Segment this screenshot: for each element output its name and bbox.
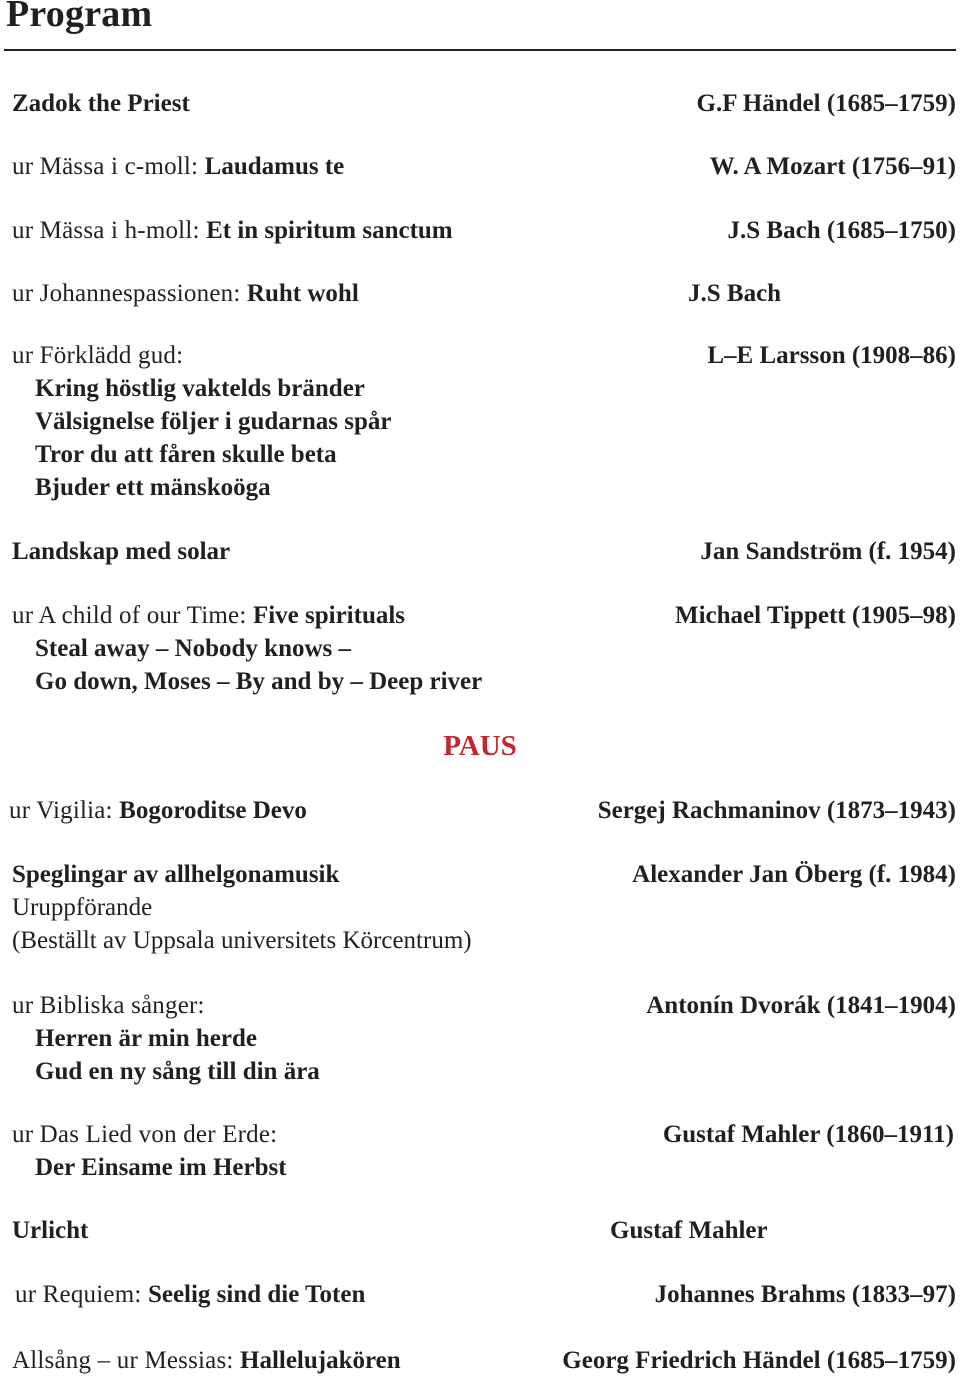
work-title: Urlicht: [12, 1217, 89, 1244]
program-item: [0, 277, 960, 310]
composer: J.S Bach: [688, 280, 782, 307]
work-prefix: ur Johannespassionen:: [12, 280, 247, 307]
program-item: [0, 858, 960, 957]
program-heading: Program: [6, 0, 153, 35]
composer: Antonín Dvorák (1841–1904): [646, 992, 956, 1019]
program-item: [0, 535, 960, 568]
work-title: Landskap med solar: [12, 538, 231, 565]
composer: Jan Sandström (f. 1954): [700, 538, 956, 565]
movement-title: Kring höstlig vaktelds bränder: [35, 375, 365, 402]
work-title: Et in spiritum sanctum: [206, 217, 453, 244]
composer: W. A Mozart (1756–91): [709, 153, 956, 180]
work-prefix: Allsång – ur Messias:: [12, 1347, 240, 1374]
program-item: [0, 794, 960, 827]
premiere-note: Uruppförande: [12, 894, 153, 921]
program-item: [0, 1278, 960, 1311]
heading-rule: [4, 49, 956, 51]
work-title: Seelig sind die Toten: [147, 1281, 366, 1308]
program-item: [0, 1118, 960, 1184]
movement-title: Gud en ny sång till din ära: [35, 1058, 320, 1085]
composer: Alexander Jan Öberg (f. 1984): [632, 861, 956, 888]
intermission-label: PAUS: [443, 730, 517, 762]
work-prefix: ur Vigilia:: [9, 797, 120, 824]
movement-title: Herren är min herde: [35, 1025, 257, 1052]
program-item: [0, 150, 960, 183]
work-prefix: ur Förklädd gud:: [12, 342, 184, 369]
composer: L–E Larsson (1908–86): [707, 342, 956, 369]
work-title: Zadok the Priest: [12, 90, 190, 117]
composer: Michael Tippett (1905–98): [674, 602, 956, 629]
program-item: [0, 599, 960, 698]
work-title: Five spirituals: [252, 602, 406, 629]
work-title: Ruht wohl: [246, 280, 359, 307]
movement-title: Tror du att fåren skulle beta: [35, 441, 337, 468]
program-item: [0, 989, 960, 1088]
composer: Johannes Brahms (1833–97): [654, 1281, 956, 1308]
movement-title: Go down, Moses – By and by – Deep river: [35, 668, 483, 695]
composer: G.F Händel (1685–1759): [696, 90, 956, 117]
work-prefix: ur Mässa i c-moll:: [12, 153, 205, 180]
composer: J.S Bach (1685–1750): [727, 217, 956, 244]
program-item: [0, 87, 960, 120]
composer: Gustaf Mahler: [610, 1217, 768, 1244]
work-prefix: ur Mässa i h-moll:: [12, 217, 207, 244]
work-title: Bogoroditse Devo: [119, 797, 307, 824]
work-prefix: ur Requiem:: [15, 1281, 148, 1308]
work-title: Laudamus te: [204, 153, 345, 180]
movement-title: Välsignelse följer i gudarnas spår: [35, 408, 392, 435]
program-item: [0, 339, 960, 504]
composer: Georg Friedrich Händel (1685–1759): [562, 1347, 956, 1374]
program-item: [0, 1214, 960, 1247]
work-prefix: ur Das Lied von der Erde:: [12, 1121, 278, 1148]
work-title: Speglingar av allhelgonamusik: [12, 861, 340, 888]
composer: Gustaf Mahler (1860–1911): [662, 1121, 954, 1148]
program-item: [0, 214, 960, 247]
movement-title: Bjuder ett mänskoöga: [35, 474, 271, 501]
work-prefix: ur A child of our Time:: [12, 602, 253, 629]
movement-title: Steal away – Nobody knows –: [35, 635, 352, 662]
work-title: Hallelujakören: [240, 1347, 401, 1374]
program-item: [0, 1344, 960, 1377]
composer: Sergej Rachmaninov (1873–1943): [597, 797, 956, 824]
commission-note: (Beställt av Uppsala universitets Körcentrum): [12, 927, 472, 954]
movement-title: Der Einsame im Herbst: [35, 1154, 287, 1181]
work-prefix: ur Bibliska sånger:: [12, 992, 205, 1019]
